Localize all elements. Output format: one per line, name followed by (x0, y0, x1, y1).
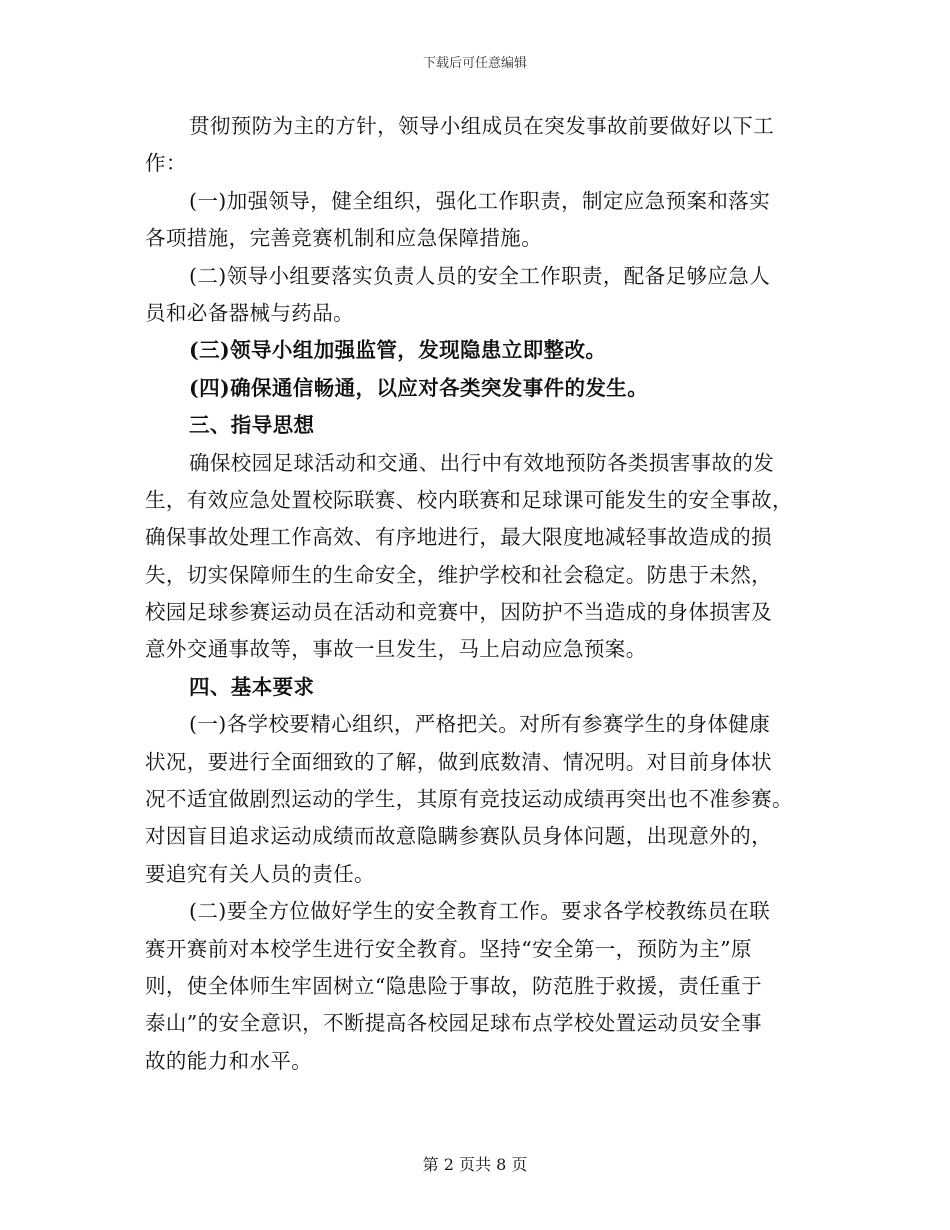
text-line: 各项措施，完善竞赛机制和应急保障措施。 (145, 226, 543, 251)
text-line: 对因盲目追求运动成绩而故意隐瞒参赛队员身体问题，出现意外的， (145, 824, 772, 849)
text-line: 生，有效应急处置校际联赛、校内联赛和足球课可能发生的安全事故， (145, 487, 793, 512)
heading-line: 四、基本要求 (189, 674, 315, 699)
text-line: (一)加强领导，健全组织，强化工作职责，制定应急预案和落实 (189, 188, 771, 213)
text-line: (二)要全方位做好学生的安全教育工作。要求各学校教练员在联 (189, 899, 771, 924)
page-footer (0, 1152, 950, 1175)
text-line: 校园足球参赛运动员在活动和竞赛中，因防护不当造成的身体损害及 (145, 600, 772, 625)
heading-line: 三、指导思想 (189, 413, 315, 438)
text-line: 员和必备器械与药品。 (145, 300, 354, 325)
text-line: 确保校园足球活动和交通、出行中有效地预防各类损害事故的发 (189, 450, 775, 475)
text-line: 失，切实保障师生的生命安全，维护学校和社会稳定。防患于未然， (145, 562, 772, 587)
text-line: (二)领导小组要落实负责人员的安全工作职责，配备足够应急人 (189, 263, 771, 288)
document-body (145, 108, 805, 1080)
text-line: 贯彻预防为主的方针，领导小组成员在突发事故前要做好以下工 (189, 114, 775, 138)
text-line: 泰山”的安全意识，不断提高各校园足球布点学校处置运动员安全事 (145, 1011, 762, 1036)
text-line: 况不适宜做剧烈运动的学生，其原有竞技运动成绩再突出也不准参赛。 (145, 787, 793, 812)
footer-prefix: 第 (422, 1155, 439, 1174)
text-line: 确保事故处理工作高效、有序地进行，最大限度地减轻事故造成的损 (145, 525, 772, 550)
page-header (0, 52, 950, 71)
text-line: (一)各学校要精心组织，严格把关。对所有参赛学生的身体健康 (189, 712, 771, 737)
heading-line: (四)确保通信畅通，以应对各类突发事件的发生。 (189, 375, 649, 400)
header-text: 下载后可任意编辑 (422, 56, 527, 71)
text-line: 则，使全体师生牢固树立“隐患险于事故，防范胜于救援，责任重于 (145, 973, 762, 998)
heading-line: (三)领导小组加强监管，发现隐患立即整改。 (189, 338, 607, 363)
footer-suffix: 页 (511, 1155, 528, 1174)
text-line: 故的能力和水平。 (145, 1048, 313, 1073)
text-line: 要追究有关人员的责任。 (145, 861, 375, 886)
footer-middle: 页共 (458, 1155, 491, 1174)
footer-page-number: 2 (443, 1155, 454, 1174)
text-line: 赛开赛前对本校学生进行安全教育。坚持“安全第一，预防为主”原 (145, 936, 752, 961)
text-line: 状况，要进行全面细致的了解，做到底数清、情况明。对目前身体状 (145, 749, 772, 774)
text-line: 意外交通事故等，事故一旦发生，马上启动应急预案。 (145, 637, 647, 662)
text-line: 作： (145, 151, 187, 176)
footer-total-pages: 8 (496, 1155, 507, 1174)
